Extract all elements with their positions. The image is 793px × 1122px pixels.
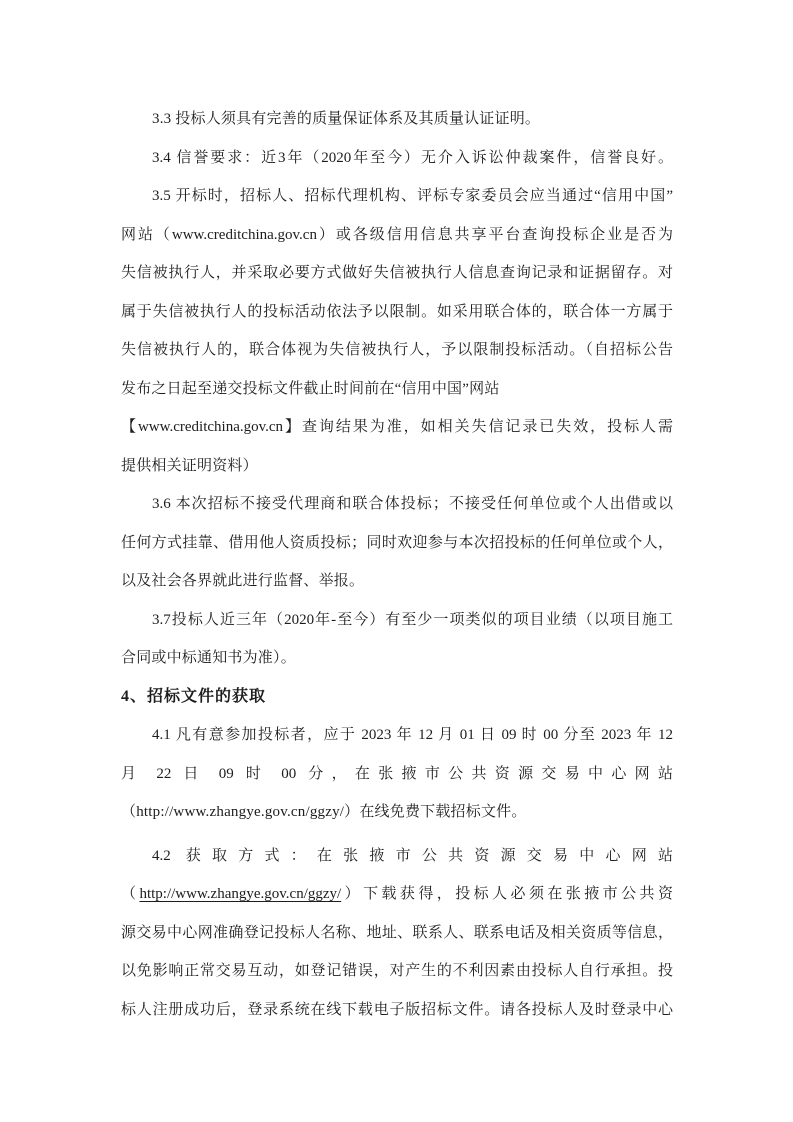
- clause-3-5-line-5: 失信被执行人的，联合体视为失信被执行人，予以限制投标活动。（自招标公告: [121, 342, 673, 358]
- clause-3-5-line-2: 网站（www.creditchina.gov.cn）或各级信用信息共享平台查询投标企业是否为: [121, 226, 673, 243]
- clause-4-2-line-4: 以免影响正常交易互动，如登记错误，对产生的不利因素由投标人自行承担。投: [121, 963, 673, 979]
- clause-3-5-line-1: 3.5 开标时，招标人、招标代理机构、评标专家委员会应当通过“信用中国”: [152, 188, 673, 204]
- clause-4-2-line-1: 4.2 获取方式：在张掖市公共资源交易中心网站: [152, 847, 673, 864]
- zhangye-ggzy-url-link[interactable]: http://www.zhangye.gov.cn/ggzy/: [139, 886, 342, 902]
- clause-4-1-line-3: （http://www.zhangye.gov.cn/ggzy/）在线免费下载招标文件。: [121, 804, 527, 820]
- clause-3-6-line-2: 任何方式挂靠、借用他人资质投标；同时欢迎参与本次招投标的任何单位或个人，: [121, 534, 673, 551]
- clause-3-5-line-8: 提供相关证明资料）: [121, 457, 258, 474]
- clause-3-5-line-3: 失信被执行人，并采取必要方式做好失信被执行人信息查询记录和证据留存。对: [121, 265, 673, 281]
- clause-3-6-line-1: 3.6 本次招标不接受代理商和联合体投标；不接受任何单位或个人出借或以: [152, 496, 673, 512]
- section-4-heading: 4、招标文件的获取: [121, 687, 267, 705]
- clause-3-4-line: 3.4 信誉要求：近3年（2020年至今）无介入诉讼仲裁案件，信誉良好。: [152, 149, 673, 166]
- document-body: [121, 100, 673, 1029]
- clause-4-2-line-2-rest: ）下载获得，投标人必须在张掖市公共资: [341, 886, 673, 902]
- clause-4-2-line-2: [121, 875, 673, 914]
- clause-3-5-line-7: 【www.creditchina.gov.cn】查询结果为准，如相关失信记录已失效，投标人需: [121, 419, 673, 435]
- clause-3-7-line-1: 3.7投标人近三年（2020年-至今）有至少一项类似的项目业绩（以项目施工: [152, 611, 673, 628]
- clause-4-1-line-1: 4.1 凡有意参加投标者，应于 2023 年 12 月 01 日 09 时 00 分至 2023 年 12: [152, 727, 673, 743]
- clause-3-7-line-2: 合同或中标通知书为准）。: [121, 650, 296, 666]
- clause-4-2-line-5: 标人注册成功后，登录系统在线下载电子版招标文件。请各投标人及时登录中心: [121, 1001, 673, 1018]
- clause-4-1-line-2: 月 22 日 09 时 00 分，在张掖市公共资源交易中心网站: [121, 765, 673, 782]
- clause-3-3-line: 3.3 投标人须具有完善的质量保证体系及其质量认证证明。: [152, 111, 541, 127]
- clause-3-6-line-3: 以及社会各界就此进行监督、举报。: [121, 573, 365, 589]
- clause-3-5-line-6: 发布之日起至递交投标文件截止时间前在“信用中国”网站: [121, 380, 500, 397]
- clause-4-2-line-3: 源交易中心网准确登记投标人名称、地址、联系人、联系电话及相关资质等信息，: [121, 924, 673, 941]
- open-paren: （: [121, 886, 140, 902]
- clause-3-5-line-4: 属于失信被执行人的投标活动依法予以限制。如采用联合体的，联合体一方属于: [121, 303, 673, 320]
